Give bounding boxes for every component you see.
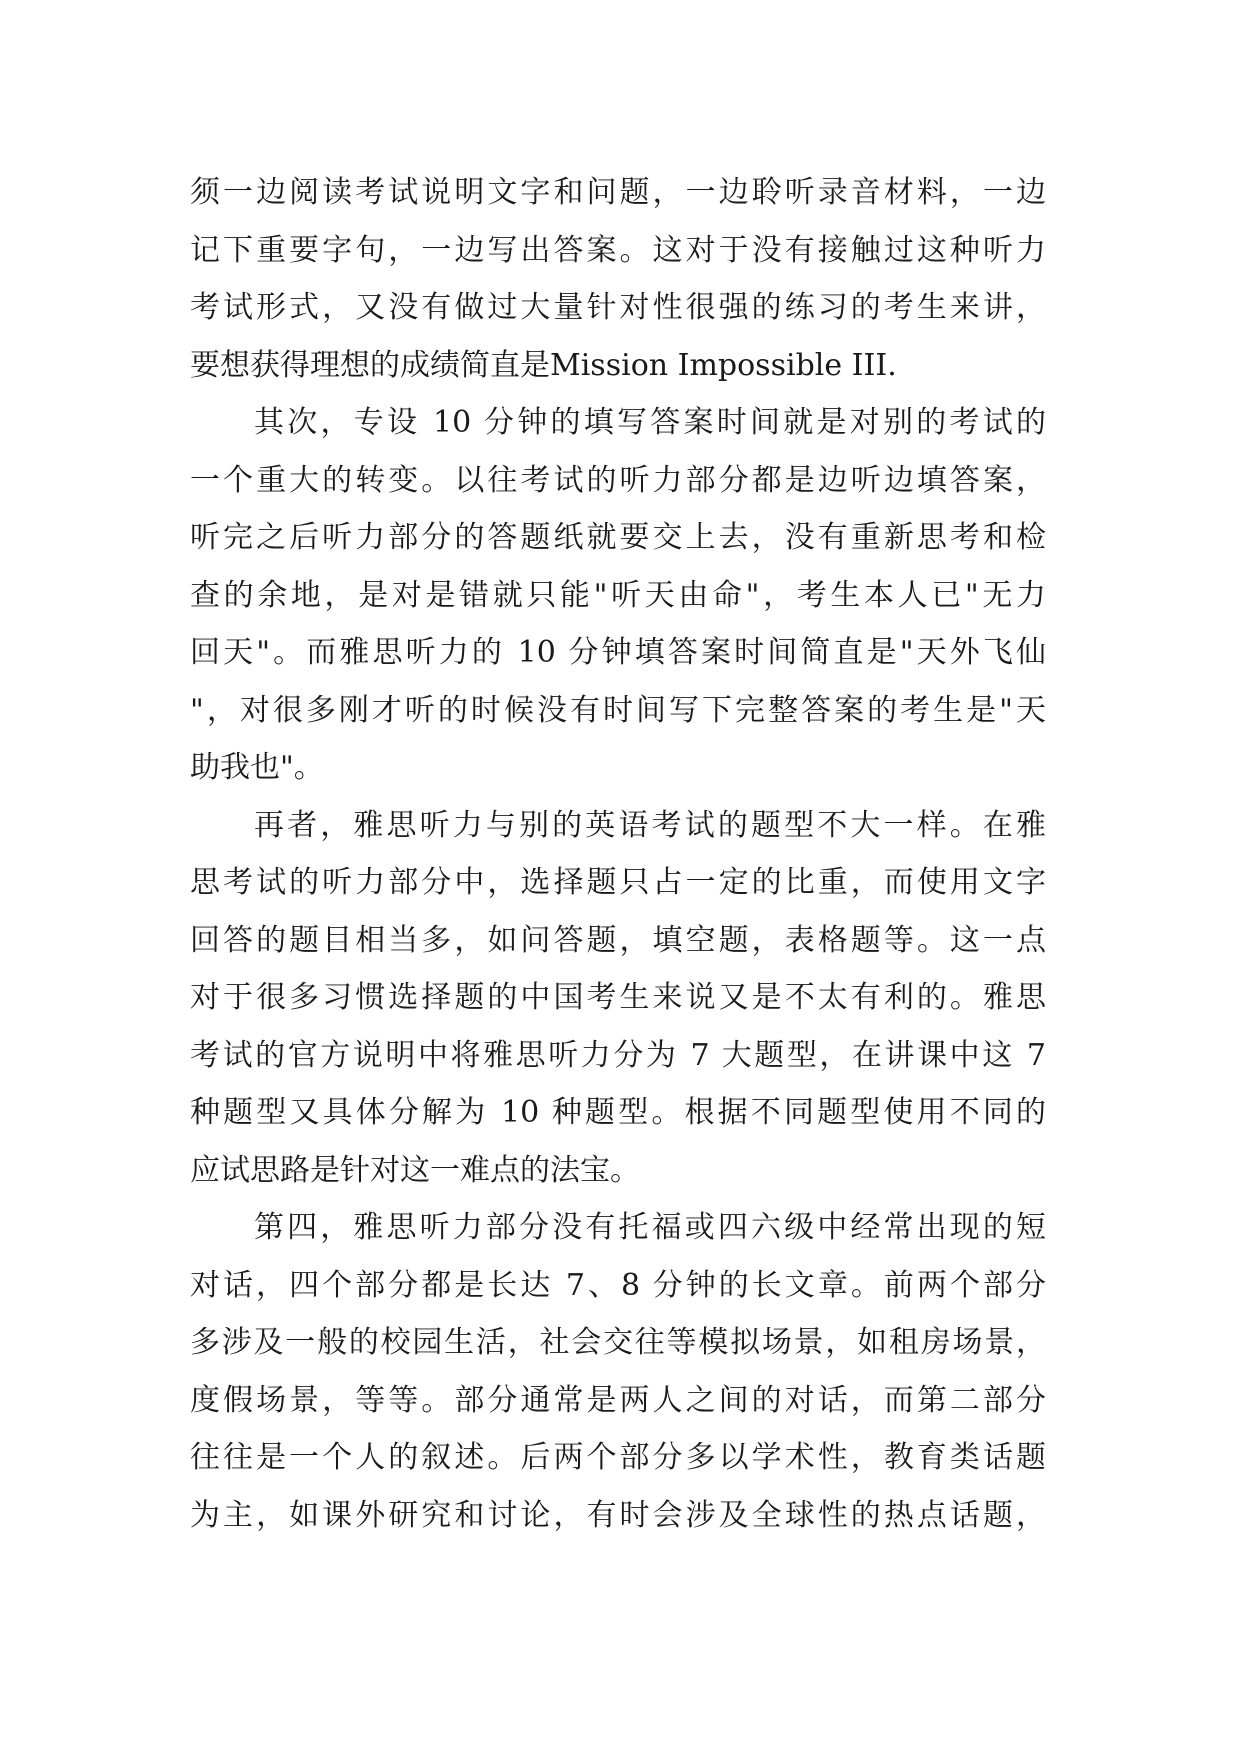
text-line: 考试形式，又没有做过大量针对性很强的练习的考生来讲，: [190, 290, 1046, 325]
text-line: 为主，如课外研究和讨论，有时会涉及全球性的热点话题，: [190, 1497, 1046, 1533]
text-line: 思考试的听力部分中，选择题只占一定的比重，而使用文字: [190, 865, 1046, 900]
text-line: 一个重大的转变。以往考试的听力部分都是边听边填答案，: [190, 462, 1046, 498]
text-line: "，对很多刚才听的时候没有时间写下完整答案的考生是"天: [190, 692, 1046, 728]
text-line: 查的余地，是对是错就只能"听天由命"，考生本人已"无力: [190, 577, 1046, 613]
text-line: 再者，雅思听力与别的英语考试的题型不大一样。在雅: [254, 807, 1046, 843]
text-line: 对话，四个部分都是长达 7、8 分钟的长文章。前两个部分: [190, 1267, 1046, 1303]
paragraph-1: [190, 164, 1046, 394]
text-line: 第四，雅思听力部分没有托福或四六级中经常出现的短: [254, 1210, 1046, 1245]
text-line: 听完之后听力部分的答题纸就要交上去，没有重新思考和检: [190, 520, 1046, 555]
text-line: 种题型又具体分解为 10 种题型。根据不同题型使用不同的: [190, 1095, 1046, 1130]
text-line: 其次，专设 10 分钟的填写答案时间就是对别的考试的: [254, 405, 1046, 440]
paragraph-3: [190, 797, 1046, 1200]
paragraph-2: [190, 394, 1046, 797]
document-body: [190, 164, 1046, 1544]
text-line: 对于很多习惯选择题的中国考生来说又是不太有利的。雅思: [190, 980, 1046, 1015]
text-line: 助我也"。: [190, 750, 324, 785]
text-line: 回天"。而雅思听力的 10 分钟填答案时间简直是"天外飞仙: [190, 635, 1046, 670]
text-line: 记下重要字句，一边写出答案。这对于没有接触过这种听力: [190, 232, 1046, 268]
text-line: 考试的官方说明中将雅思听力分为 7 大题型，在讲课中这 7: [190, 1037, 1046, 1073]
text-line: 往往是一个人的叙述。后两个部分多以学术性，教育类话题: [190, 1440, 1046, 1475]
text-line: 应试思路是针对这一难点的法宝。: [190, 1152, 640, 1188]
text-line: 须一边阅读考试说明文字和问题，一边聆听录音材料，一边: [190, 175, 1046, 210]
text-line: 回答的题目相当多，如问答题，填空题，表格题等。这一点: [190, 922, 1046, 958]
text-line: 要想获得理想的成绩简直是Mission Impossible III.: [190, 347, 897, 383]
paragraph-4: [190, 1199, 1046, 1544]
text-line: 度假场景，等等。部分通常是两人之间的对话，而第二部分: [190, 1382, 1046, 1418]
text-line: 多涉及一般的校园生活，社会交往等模拟场景，如租房场景，: [190, 1325, 1046, 1360]
